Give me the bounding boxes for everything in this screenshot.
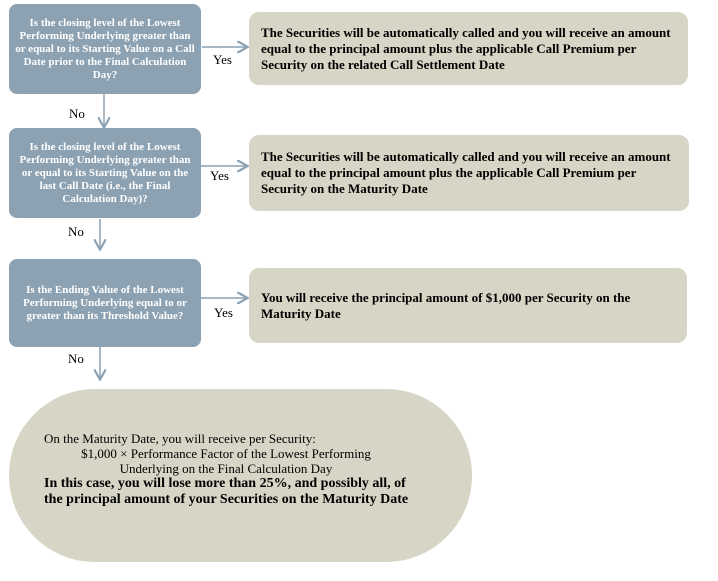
question-box-3 (9, 259, 201, 347)
outcome-box-2 (249, 135, 689, 211)
final-warning: In this case, you will lose more than 25%, and possibly all, of the principal amount of your Securities on the Maturity Date (44, 476, 409, 507)
no-label-2: No (68, 224, 84, 239)
final-formula: $1,000 × Performance Factor of the Lowest Performing Underlying on the Final Calculation Day (81, 446, 371, 476)
outcome-text-2: The Securities will be automatically called and you will receive an amount equal to the principal amount plus the applicable Call Premium per Security on the Maturity Date (261, 149, 671, 196)
outcome-text-3: You will receive the principal amount of $1,000 per Security on the Maturity Date (261, 289, 631, 321)
final-outcome-box (9, 389, 472, 562)
final-line1: On the Maturity Date, you will receive per Security: (44, 431, 316, 446)
outcome-box-3 (249, 268, 687, 343)
outcome-text-1: The Securities will be automatically called and you will receive an amount equal to the principal amount plus the applicable Call Premium per Security on the related Call Settlement Date (261, 24, 671, 72)
yes-label-1: Yes (213, 52, 232, 67)
outcome-box-1 (249, 12, 688, 85)
question-text-3: Is the Ending Value of the Lowest Performing Underlying equal to or greater than its Threshold Value? (23, 283, 187, 322)
question-box-2 (9, 128, 201, 218)
question-box-1 (9, 4, 201, 94)
yes-label-3: Yes (214, 305, 233, 320)
yes-label-2: Yes (210, 168, 229, 183)
no-label-1: No (69, 106, 85, 121)
no-label-3: No (68, 351, 84, 366)
question-text-1: Is the closing level of the Lowest Performing Underlying greater than or equal to its Starting Value on a Call Date prior to the Final Calculation Day? (15, 16, 195, 81)
question-text-2: Is the closing level of the Lowest Performing Underlying greater than or equal to its Starting Value on the last Call Date (i.e., the Final Calculation Day)? (19, 140, 191, 205)
